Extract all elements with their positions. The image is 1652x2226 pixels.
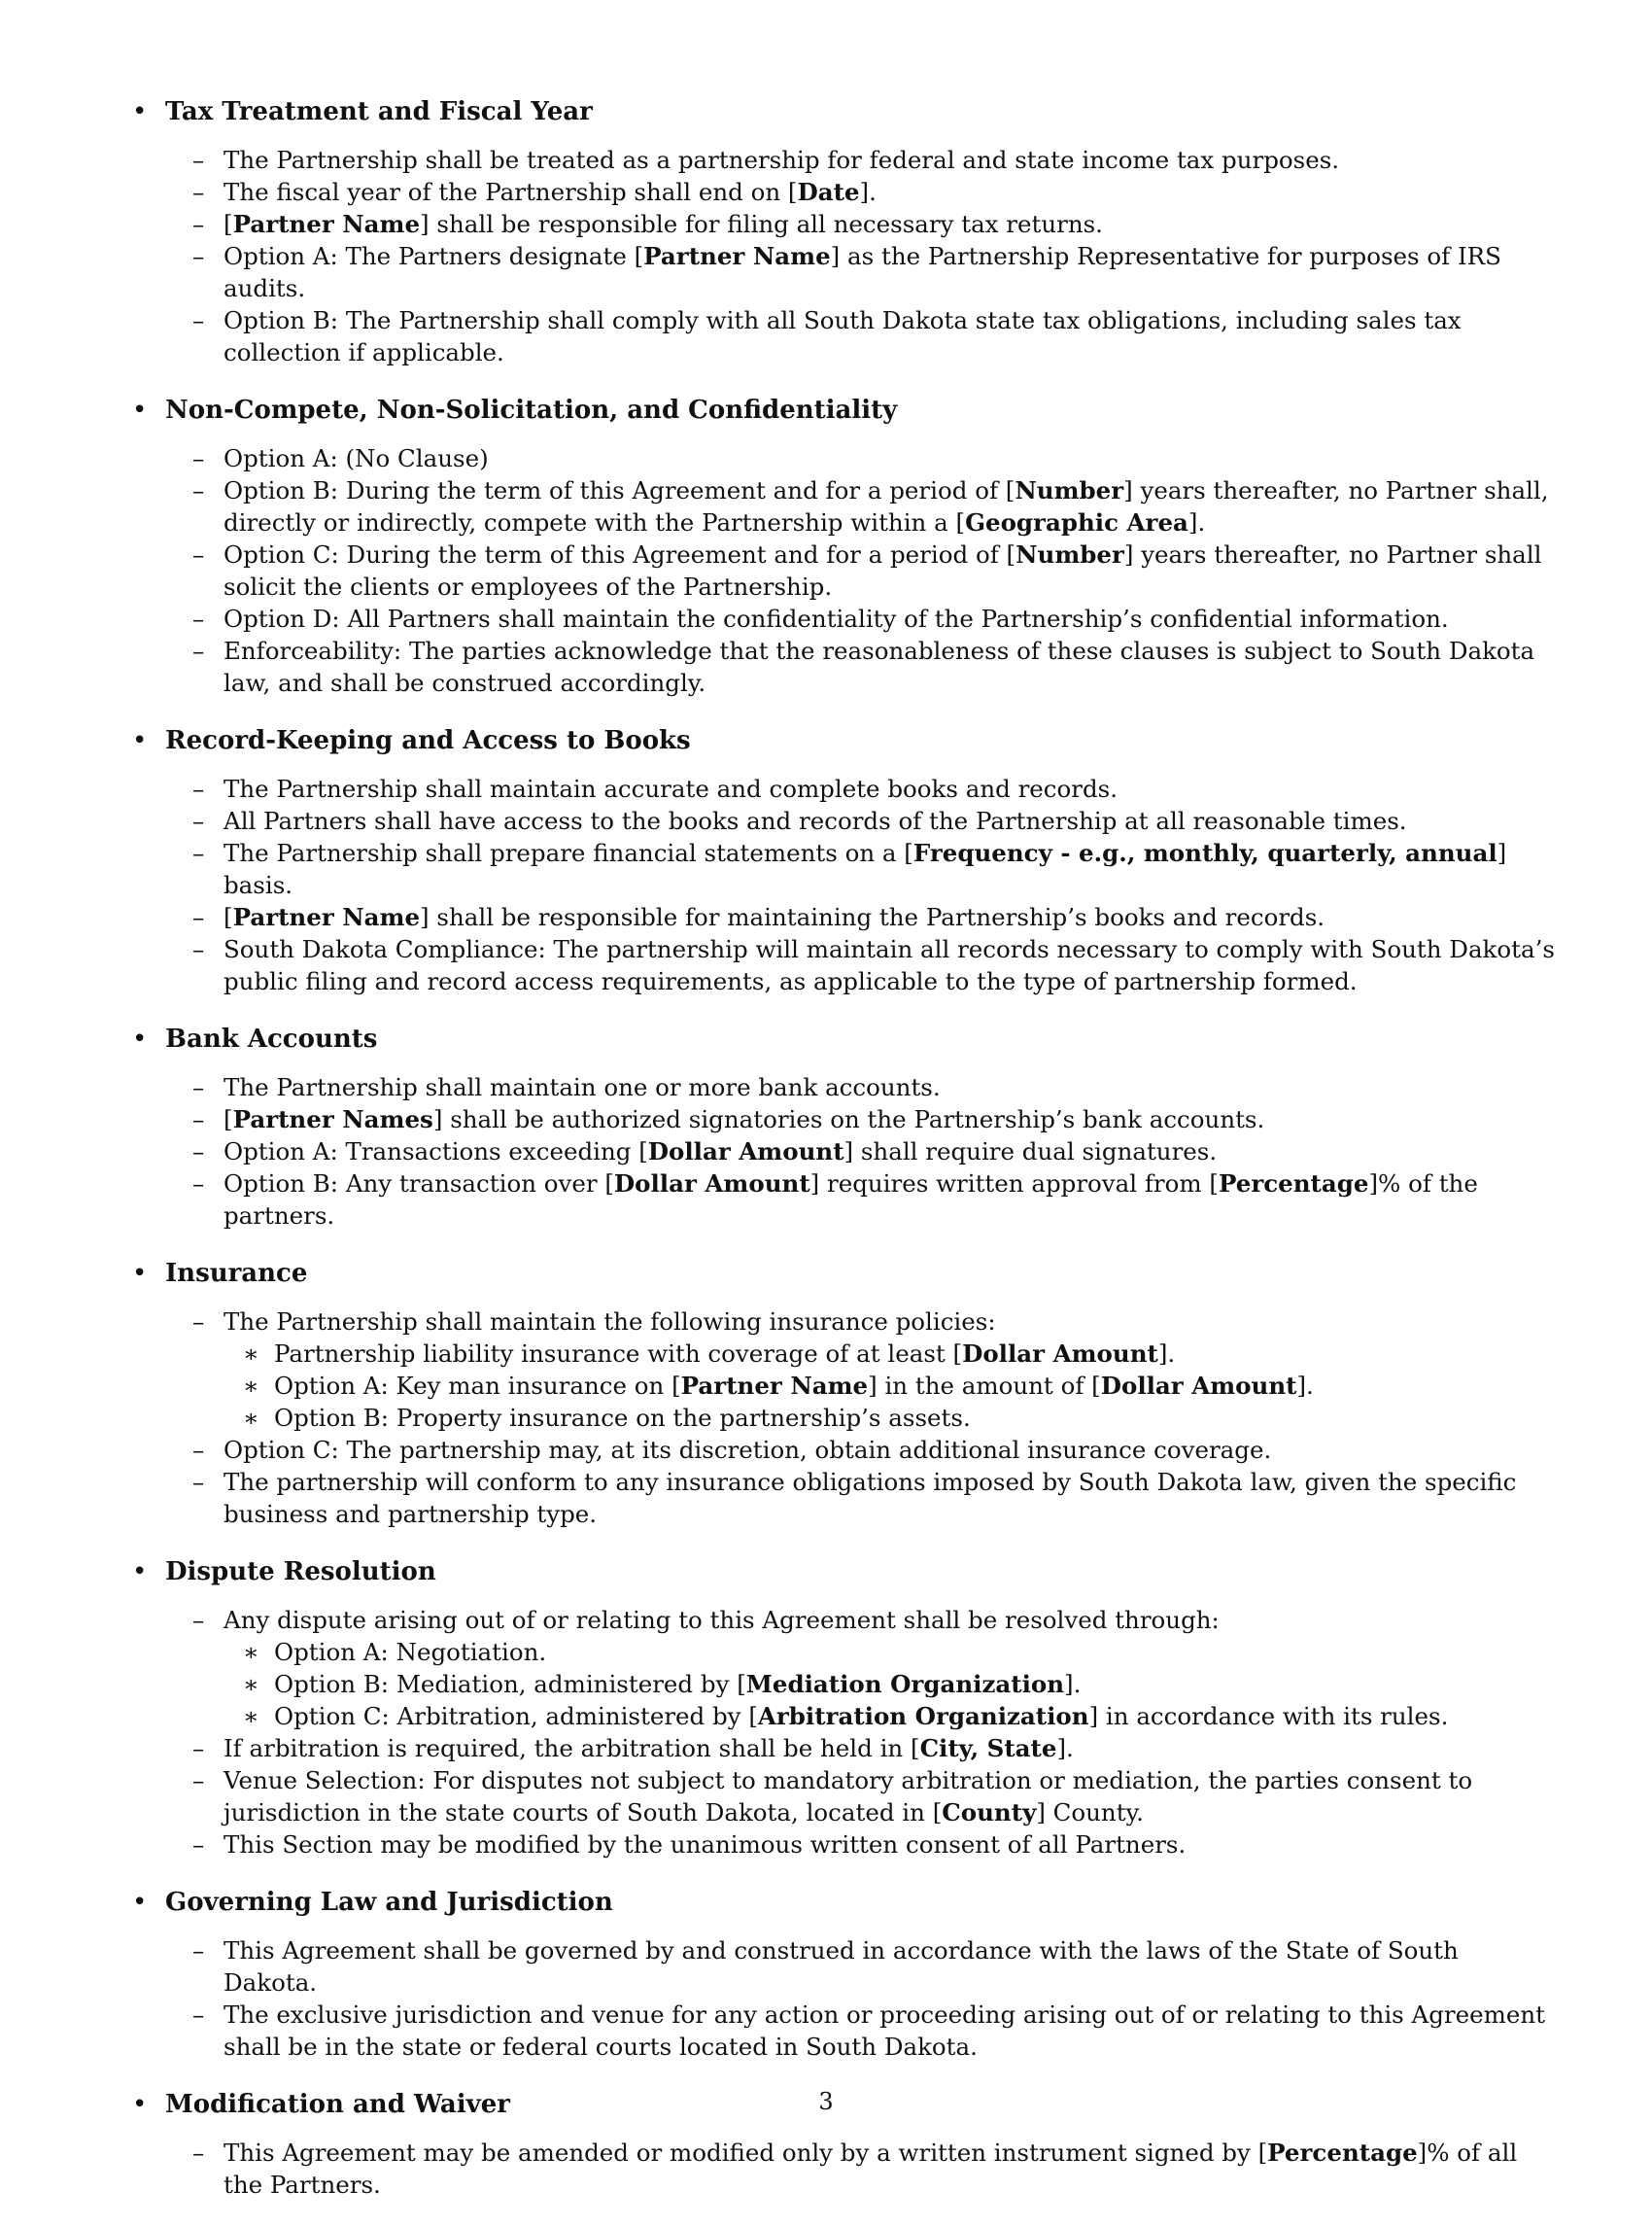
item-text: [ bbox=[224, 1105, 233, 1133]
dash-icon: – bbox=[192, 1436, 205, 1464]
dash-icon: – bbox=[192, 935, 205, 963]
asterisk-icon: ∗ bbox=[243, 1702, 259, 1730]
list-item bbox=[126, 837, 1555, 901]
section-heading-text: Dispute Resolution bbox=[165, 1557, 436, 1586]
section-heading bbox=[126, 1886, 1555, 1919]
item-text: Option C: Arbitration, administered by [ bbox=[274, 1702, 758, 1730]
item-text: All Partners shall have access to the books and records of the Partnership at all reasonable times. bbox=[224, 807, 1407, 835]
section-heading bbox=[126, 1555, 1555, 1588]
list-item bbox=[126, 1466, 1555, 1530]
item-text: Option B: The Partnership shall comply with all South Dakota state tax obligations, including sales tax collection if applicable. bbox=[224, 306, 1462, 366]
dash-icon: – bbox=[192, 839, 205, 867]
sub-list-item bbox=[126, 1636, 1555, 1668]
placeholder-field: Dollar Amount bbox=[1100, 1372, 1297, 1400]
section bbox=[126, 394, 1555, 699]
item-text: Option D: All Partners shall maintain the confidentiality of the Partnership’s confidential information. bbox=[224, 605, 1449, 633]
item-text: Option B: Any transaction over [ bbox=[224, 1169, 614, 1198]
item-text: Option B: During the term of this Agreement and for a period of [ bbox=[224, 476, 1015, 504]
list-item bbox=[126, 144, 1555, 176]
item-text: [ bbox=[224, 903, 233, 931]
item-text: ]. bbox=[1064, 1670, 1082, 1698]
placeholder-field: Percentage bbox=[1267, 2139, 1418, 2167]
item-text: The Partnership shall maintain one or more bank accounts. bbox=[224, 1073, 941, 1101]
item-text: Option A: Transactions exceeding [ bbox=[224, 1137, 648, 1165]
item-text: ] shall be responsible for maintaining the Partnership’s books and records. bbox=[420, 903, 1325, 931]
item-text: Any dispute arising out of or relating to this Agreement shall be resolved through: bbox=[224, 1606, 1220, 1634]
item-text: ]. bbox=[859, 178, 877, 206]
item-text: Option A: Key man insurance on [ bbox=[274, 1372, 681, 1400]
section-heading bbox=[126, 1257, 1555, 1290]
document-body bbox=[126, 95, 1555, 2226]
placeholder-field: Percentage bbox=[1218, 1169, 1369, 1198]
dash-icon: – bbox=[192, 605, 205, 633]
section bbox=[126, 95, 1555, 368]
list-item bbox=[126, 1167, 1555, 1232]
placeholder-field: Date bbox=[797, 178, 860, 206]
placeholder-field: Partner Name bbox=[680, 1372, 869, 1400]
list-item bbox=[126, 1071, 1555, 1103]
section-heading-text: Non-Compete, Non-Solicitation, and Confidentiality bbox=[165, 396, 898, 425]
list-item bbox=[126, 1934, 1555, 1999]
bullet-icon: • bbox=[132, 2090, 148, 2119]
list-item bbox=[126, 176, 1555, 208]
item-text: Option A: Negotiation. bbox=[274, 1638, 547, 1666]
item-text: Option A: The Partners designate [ bbox=[224, 242, 644, 270]
section-heading bbox=[126, 1023, 1555, 1056]
bullet-icon: • bbox=[132, 726, 148, 755]
placeholder-field: Partner Name bbox=[643, 242, 831, 270]
placeholder-field: Number bbox=[1015, 476, 1124, 504]
placeholder-field: Number bbox=[1015, 540, 1124, 569]
section-heading bbox=[126, 724, 1555, 757]
bullet-icon: • bbox=[132, 1025, 148, 1054]
placeholder-field: County bbox=[942, 1798, 1037, 1826]
item-text: ] shall be authorized signatories on the Partnership’s bank accounts. bbox=[432, 1105, 1265, 1133]
item-text: South Dakota Compliance: The partnership will maintain all records necessary to comply with South Dakota’s public filing and record access requirements, as applicable to the type of partnership formed. bbox=[224, 935, 1555, 995]
list-item bbox=[126, 442, 1555, 474]
section bbox=[126, 1886, 1555, 2063]
list-item bbox=[126, 773, 1555, 805]
item-text: ] basis. bbox=[224, 839, 1507, 899]
dash-icon: – bbox=[192, 1734, 205, 1762]
item-text: The Partnership shall prepare financial statements on a [ bbox=[224, 839, 913, 867]
placeholder-field: Dollar Amount bbox=[613, 1169, 810, 1198]
placeholder-field: Dollar Amount bbox=[962, 1339, 1158, 1368]
dash-icon: – bbox=[192, 1137, 205, 1165]
item-text: ]% of all the Partners. bbox=[224, 2139, 1518, 2199]
list-item bbox=[126, 1828, 1555, 1861]
item-text: Enforceability: The parties acknowledge that the reasonableness of these clauses is subject to South Dakota law, and shall be construed accordingly. bbox=[224, 637, 1535, 697]
bullet-icon: • bbox=[132, 1888, 148, 1917]
dash-icon: – bbox=[192, 1468, 205, 1496]
sub-list-item bbox=[126, 1700, 1555, 1732]
bullet-icon: • bbox=[132, 1259, 148, 1288]
placeholder-field: City, State bbox=[919, 1734, 1057, 1762]
section-heading bbox=[126, 394, 1555, 427]
list-item bbox=[126, 635, 1555, 699]
item-text: The Partnership shall maintain the following insurance policies: bbox=[224, 1307, 996, 1336]
sub-list-item bbox=[126, 1370, 1555, 1402]
placeholder-field: Partner Name bbox=[232, 210, 421, 238]
section bbox=[126, 1257, 1555, 1530]
dash-icon: – bbox=[192, 1830, 205, 1859]
sub-list-item bbox=[126, 1668, 1555, 1700]
item-text: ]. bbox=[1187, 508, 1206, 537]
item-text: ] years thereafter, no Partner shall solicit the clients or employees of the Partnership. bbox=[224, 540, 1542, 601]
item-text: The fiscal year of the Partnership shall end on [ bbox=[224, 178, 798, 206]
section-heading-text: Insurance bbox=[165, 1259, 308, 1288]
asterisk-icon: ∗ bbox=[243, 1670, 259, 1698]
item-text: ]. bbox=[1157, 1339, 1176, 1368]
placeholder-field: Partner Names bbox=[232, 1105, 433, 1133]
list-item bbox=[126, 1764, 1555, 1828]
page-number: 3 bbox=[818, 2088, 834, 2115]
item-text: This Section may be modified by the unanimous written consent of all Partners. bbox=[224, 1830, 1187, 1859]
dash-icon: – bbox=[192, 476, 205, 504]
list-item bbox=[126, 1305, 1555, 1338]
list-item bbox=[126, 2137, 1555, 2201]
section bbox=[126, 724, 1555, 997]
item-text: ] as the Partnership Representative for purposes of IRS audits. bbox=[224, 242, 1501, 302]
list-item bbox=[126, 304, 1555, 368]
dash-icon: – bbox=[192, 306, 205, 334]
bullet-icon: • bbox=[132, 1557, 148, 1586]
list-item bbox=[126, 805, 1555, 837]
dash-icon: – bbox=[192, 637, 205, 665]
item-text: This Agreement shall be governed by and construed in accordance with the laws of the State of South Dakota. bbox=[224, 1936, 1459, 1997]
dash-icon: – bbox=[192, 178, 205, 206]
bullet-icon: • bbox=[132, 97, 148, 126]
section-heading-text: Modification and Waiver bbox=[165, 2090, 510, 2119]
item-text: ]. bbox=[1056, 1734, 1074, 1762]
asterisk-icon: ∗ bbox=[243, 1404, 259, 1432]
dash-icon: – bbox=[192, 1606, 205, 1634]
item-text: Option B: Mediation, administered by [ bbox=[274, 1670, 746, 1698]
section bbox=[126, 1023, 1555, 1232]
item-text: This Agreement may be amended or modified only by a written instrument signed by [ bbox=[224, 2139, 1268, 2167]
dash-icon: – bbox=[192, 1307, 205, 1336]
placeholder-field: Frequency - e.g., monthly, quarterly, annual bbox=[912, 839, 1497, 867]
item-text: The exclusive jurisdiction and venue for any action or proceeding arising out of or relating to this Agreement shall be in the state or federal courts located in South Dakota. bbox=[224, 2000, 1545, 2061]
list-item bbox=[126, 901, 1555, 933]
list-item bbox=[126, 1135, 1555, 1167]
dash-icon: – bbox=[192, 210, 205, 238]
dash-icon: – bbox=[192, 146, 205, 174]
list-item bbox=[126, 240, 1555, 304]
list-item bbox=[126, 208, 1555, 240]
placeholder-field: Mediation Organization bbox=[745, 1670, 1065, 1698]
dash-icon: – bbox=[192, 444, 205, 472]
sub-list-item bbox=[126, 1402, 1555, 1434]
section bbox=[126, 1555, 1555, 1861]
dash-icon: – bbox=[192, 2000, 205, 2029]
item-text: ] shall be responsible for filing all necessary tax returns. bbox=[420, 210, 1103, 238]
list-item bbox=[126, 1434, 1555, 1466]
section-heading-text: Bank Accounts bbox=[165, 1025, 378, 1054]
section-heading bbox=[126, 95, 1555, 128]
item-text: Option C: The partnership may, at its discretion, obtain additional insurance coverage. bbox=[224, 1436, 1272, 1464]
item-text: ] County. bbox=[1036, 1798, 1144, 1826]
dash-icon: – bbox=[192, 242, 205, 270]
dash-icon: – bbox=[192, 775, 205, 803]
item-text: ] years thereafter, no Partner shall, directly or indirectly, compete with the Partnership within a [ bbox=[224, 476, 1549, 537]
item-text: ]. bbox=[1296, 1372, 1314, 1400]
item-text: ] requires written approval from [ bbox=[809, 1169, 1219, 1198]
list-item bbox=[126, 539, 1555, 603]
dash-icon: – bbox=[192, 1169, 205, 1198]
bullet-icon: • bbox=[132, 396, 148, 425]
item-text: Partnership liability insurance with coverage of at least [ bbox=[274, 1339, 963, 1368]
section-heading-text: Record-Keeping and Access to Books bbox=[165, 726, 691, 755]
placeholder-field: Arbitration Organization bbox=[757, 1702, 1089, 1730]
item-text: The Partnership shall be treated as a partnership for federal and state income tax purposes. bbox=[224, 146, 1340, 174]
item-text: ] shall require dual signatures. bbox=[843, 1137, 1218, 1165]
asterisk-icon: ∗ bbox=[243, 1372, 259, 1400]
list-item bbox=[126, 474, 1555, 539]
list-item bbox=[126, 1999, 1555, 2063]
section-heading-text: Governing Law and Jurisdiction bbox=[165, 1888, 613, 1917]
item-text: The Partnership shall maintain accurate and complete books and records. bbox=[224, 775, 1119, 803]
placeholder-field: Partner Name bbox=[232, 903, 421, 931]
sub-list-item bbox=[126, 1338, 1555, 1370]
item-text: If arbitration is required, the arbitration shall be held in [ bbox=[224, 1734, 920, 1762]
item-text: Venue Selection: For disputes not subject to mandatory arbitration or mediation, the parties consent to jurisdiction in the state courts of South Dakota, located in [ bbox=[224, 1766, 1473, 1826]
dash-icon: – bbox=[192, 540, 205, 569]
placeholder-field: Dollar Amount bbox=[647, 1137, 844, 1165]
dash-icon: – bbox=[192, 807, 205, 835]
dash-icon: – bbox=[192, 1105, 205, 1133]
dash-icon: – bbox=[192, 903, 205, 931]
section-heading-text: Tax Treatment and Fiscal Year bbox=[165, 97, 593, 126]
asterisk-icon: ∗ bbox=[243, 1638, 259, 1666]
item-text: Option C: During the term of this Agreement and for a period of [ bbox=[224, 540, 1016, 569]
dash-icon: – bbox=[192, 1073, 205, 1101]
item-text: ] in accordance with its rules. bbox=[1088, 1702, 1449, 1730]
list-item bbox=[126, 1732, 1555, 1764]
asterisk-icon: ∗ bbox=[243, 1339, 259, 1368]
dash-icon: – bbox=[192, 1936, 205, 1965]
list-item bbox=[126, 1103, 1555, 1135]
item-text: ]% of the partners. bbox=[224, 1169, 1478, 1230]
placeholder-field: Geographic Area bbox=[965, 508, 1188, 537]
list-item bbox=[126, 1604, 1555, 1636]
item-text: The partnership will conform to any insurance obligations imposed by South Dakota law, given the specific business and partnership type. bbox=[224, 1468, 1517, 1528]
list-item bbox=[126, 933, 1555, 997]
dash-icon: – bbox=[192, 2139, 205, 2167]
item-text: Option A: (No Clause) bbox=[224, 444, 489, 472]
item-text: [ bbox=[224, 210, 233, 238]
item-text: ] in the amount of [ bbox=[868, 1372, 1101, 1400]
item-text: Option B: Property insurance on the partnership’s assets. bbox=[274, 1404, 971, 1432]
list-item bbox=[126, 603, 1555, 635]
dash-icon: – bbox=[192, 1766, 205, 1794]
